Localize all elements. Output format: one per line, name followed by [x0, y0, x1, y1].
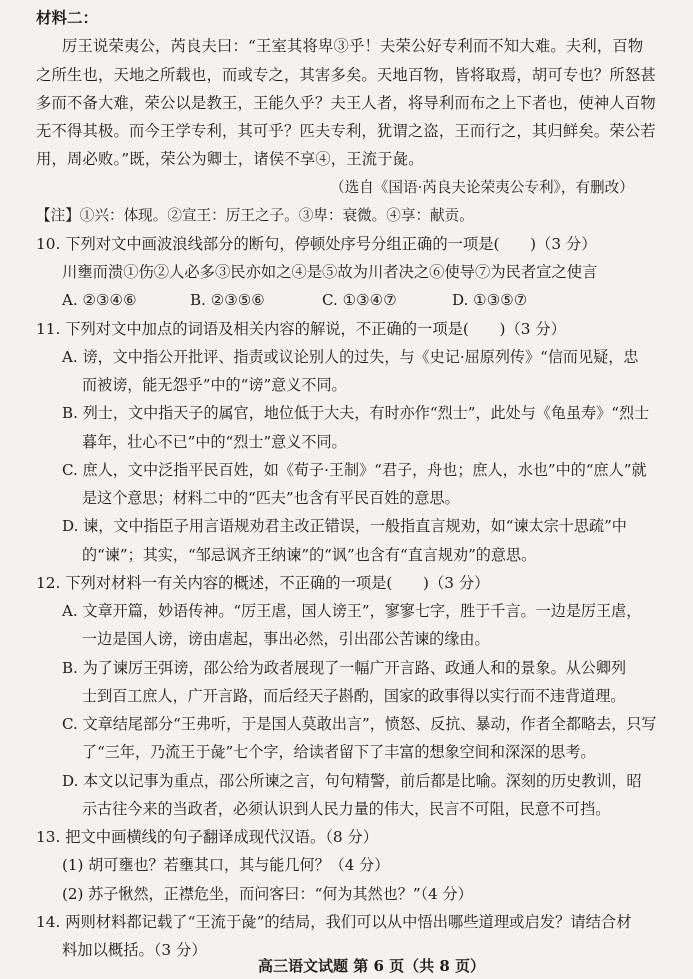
question-11-line: D. 谏，文中指臣子用言语规劝君主改正错误，一般指直言规劝，如“谏太宗十思疏”中 [62, 517, 627, 536]
question-11-line: A. 谤，文中指公开批评、指责或议论别人的过失，与《史记·屈原列传》“信而见疑，忠 [62, 347, 639, 366]
question-12-line: 了“三年，乃流王于彘”七个字，给读者留下了丰富的想象空间和深深的思考。 [82, 743, 596, 762]
question-11-line: B. 列士，文中指天子的属官，地位低于大夫，有时亦作“烈士”，此处与《龟虽寿》“烈士 [62, 404, 650, 423]
material-heading: 材料二： [36, 8, 99, 27]
passage-source: （选自《国语·芮良夫论荣夷公专利》，有删改） [330, 178, 634, 196]
question-14-stem-continued: 料加以概括。（3 分） [62, 941, 207, 959]
passage-line-1: 厉王说荣夷公，芮良夫曰：“王室其将卑③乎！夫荣公好专利而不知大难。夫利，百物 [62, 37, 644, 56]
question-13-item-2: (2) 苏子愀然，正襟危坐，而问客曰：“何为其然也？”（4 分） [62, 884, 473, 903]
passage-line-2: 之所生也，天地之所载也，而或专之，其害多矣。天地百物，皆将取焉，胡可专也？所怒甚 [36, 65, 656, 84]
question-10-stem: 10. 下列对文中画波浪线部分的断句，停顿处序号分组正确的一项是( )（3 分） [36, 234, 597, 253]
passage-line-4: 无不得其极。而今王学专利，其可乎？匹夫专利，犹谓之盗，王而行之，其归鲜矣。荣公若 [36, 122, 656, 140]
question-11-line: 而被谤，能无怨乎”中的“谤”意义不同。 [82, 376, 347, 395]
question-11-line: C. 庶人，文中泛指平民百姓，如《荀子·王制》“君子，舟也；庶人，水也”中的“庶人”就 [62, 460, 647, 479]
question-10-option-d: D. ①③⑤⑦ [452, 291, 528, 310]
question-12-line: D. 本文以记事为重点，邵公所谏之言，句句精警，前后都是比喻。深刻的历史教训，昭 [62, 771, 642, 790]
question-13-stem: 13. 把文中画横线的句子翻译成现代汉语。（8 分） [36, 828, 379, 846]
question-12-line: 一边是国人谤，谤由虐起，事出必然，引出邵公苦谏的缘由。 [82, 630, 490, 649]
question-11-line: 是这个意思；材料二中的“匹夫”也含有平民百姓的意思。 [82, 489, 460, 508]
question-12-line: C. 文章结尾部分“王弗听，于是国人莫敢出言”，愤怒、反抗、暴动，作者全都略去，只写 [62, 715, 657, 734]
question-10-option-b: B. ②③⑤⑥ [190, 291, 265, 310]
question-11-line: 的“谏”；其实，“邹忌讽齐王纳谏”的“讽”也含有“直言规劝”的意思。 [82, 545, 537, 564]
question-12-line: 示古往今来的当政者，必须认识到人民力量的伟大，民言不可阻，民意不可挡。 [82, 799, 611, 818]
question-10-sentence: 川壅而溃①伤②人必多③民亦如之④是⑤故为川者决之⑥使导⑦为民者宣之使言 [62, 263, 598, 282]
question-12-line: 士到百工庶人，广开言路，而后经天子斟酌，国家的政事得以实行而不违背道理。 [82, 686, 626, 705]
passage-line-3: 多而不备大难，荣公以是教王，王能久乎？夫王人者，将导利而布之上下者也，使神人百物 [36, 93, 656, 112]
question-12-line: A. 文章开篇，妙语传神。“厉王虐，国人谤王”，寥寥七字，胜于千言。一边是厉王虐， [62, 602, 642, 621]
question-10-option-a: A. ②③④⑥ [62, 291, 137, 310]
question-11-line: 暮年，壮心不已”中的“烈士”意义不同。 [82, 432, 347, 451]
question-12-stem: 12. 下列对材料一有关内容的概述，不正确的一项是( )（3 分） [36, 573, 490, 592]
annotation-note: 【注】①兴：体现。②宣王：厉王之子。③卑：衰微。④享：献贡。 [36, 206, 474, 224]
question-11-stem: 11. 下列对文中加点的词语及相关内容的解说，不正确的一项是( )（3 分） [36, 319, 566, 338]
question-12-line: B. 为了谏厉王弭谤，邵公给为政者展现了一幅广开言路、政通人和的景象。从公卿列 [62, 658, 627, 677]
passage-line-5: 用，周必败。”既，荣公为卿士，诸侯不享④，王流于彘。 [36, 150, 424, 169]
page-footer: 高三语文试题 第 6 页（共 8 页） [258, 957, 485, 975]
question-10-option-c: C. ①③④⑦ [322, 291, 397, 310]
question-14-stem: 14. 两则材料都记载了“王流于彘”的结局，我们可以从中悟出哪些道理或启发？请结合材 [36, 912, 632, 931]
question-13-item-1: (1) 胡可壅也？若壅其口，其与能几何？（4 分） [62, 856, 390, 875]
